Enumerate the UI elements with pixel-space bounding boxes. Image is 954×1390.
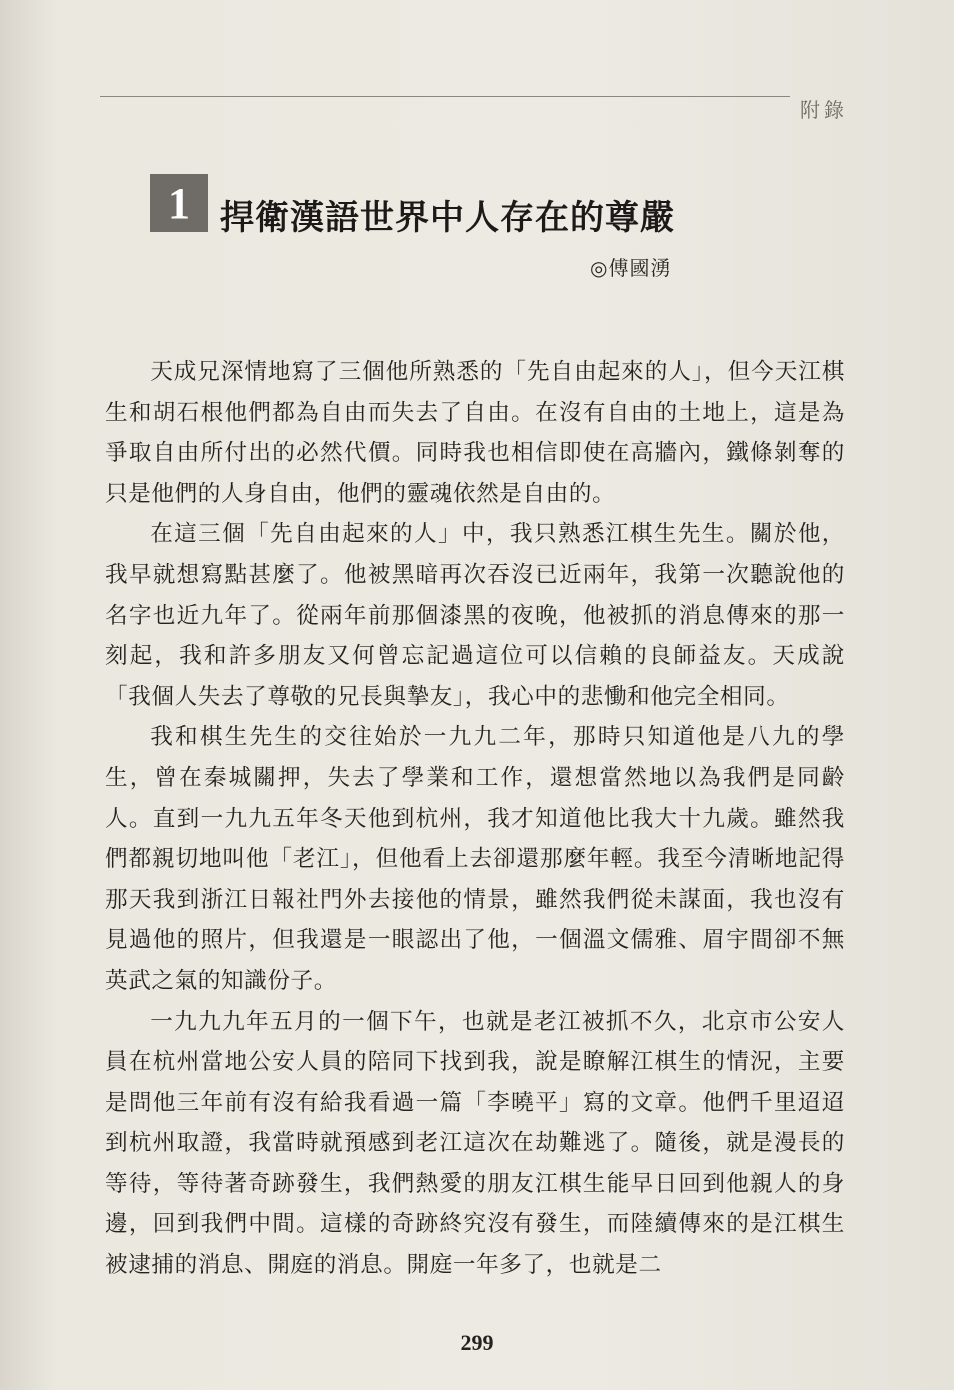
- author-byline: ◎傅國湧: [590, 256, 672, 280]
- header-rule: [100, 96, 790, 97]
- chapter-title: 捍衛漢語世界中人存在的尊嚴: [220, 198, 675, 238]
- paragraph-2: 在這三個「先自由起來的人」中，我只熟悉江棋生先生。關於他，我早就想寫點甚麼了。他被黑暗再次吞沒已近兩年，我第一次聽說他的名字也近九年了。從兩年前那個漆黑的夜晚，他被抓的消息傳來的那一刻起，我和許多朋友又何曾忘記過這位可以信賴的良師益友。天成說「我個人失去了尊敬的兄長與摯友」，我心中的悲慟和他完全相同。: [105, 521, 845, 710]
- body-text: [105, 352, 845, 1286]
- paragraph-1: 天成兄深情地寫了三個他所熟悉的「先自由起來的人」，但今天江棋生和胡石根他們都為自由而失去了自由。在沒有自由的土地上，這是為爭取自由所付出的必然代價。同時我也相信即使在高牆內，鐵條剝奪的只是他們的人身自由，他們的靈魂依然是自由的。: [105, 359, 845, 507]
- paragraph-3: 我和棋生先生的交往始於一九九二年，那時只知道他是八九的學生，曾在秦城關押，失去了學業和工作，還想當然地以為我們是同齡人。直到一九九五年冬天他到杭州，我才知道他比我大十九歲。雖然我們都親切地叫他「老江」，但他看上去卻還那麼年輕。我至今清晰地記得那天我到浙江日報社門外去接他的情景，雖然我們從未謀面，我也沒有見過他的照片，但我還是一眼認出了他，一個溫文儒雅、眉宇間卻不無英武之氣的知識份子。: [105, 724, 845, 994]
- chapter-number-box: 1: [150, 174, 208, 232]
- page-number: 299: [460, 1330, 494, 1355]
- paragraph-4: 一九九九年五月的一個下午，也就是老江被抓不久，北京市公安人員在杭州當地公安人員的陪同下找到我，說是瞭解江棋生的情況，主要是問他三年前有沒有給我看過一篇「李曉平」寫的文章。他們千里迢迢到杭州取證，我當時就預感到老江這次在劫難逃了。隨後，就是漫長的等待，等待著奇跡發生，我們熱愛的朋友江棋生能早日回到他親人的身邊，回到我們中間。這樣的奇跡終究沒有發生，而陸續傳來的是江棋生被逮捕的消息、開庭的消息。開庭一年多了，也就是二: [105, 1008, 845, 1279]
- running-head: 附錄: [800, 98, 848, 122]
